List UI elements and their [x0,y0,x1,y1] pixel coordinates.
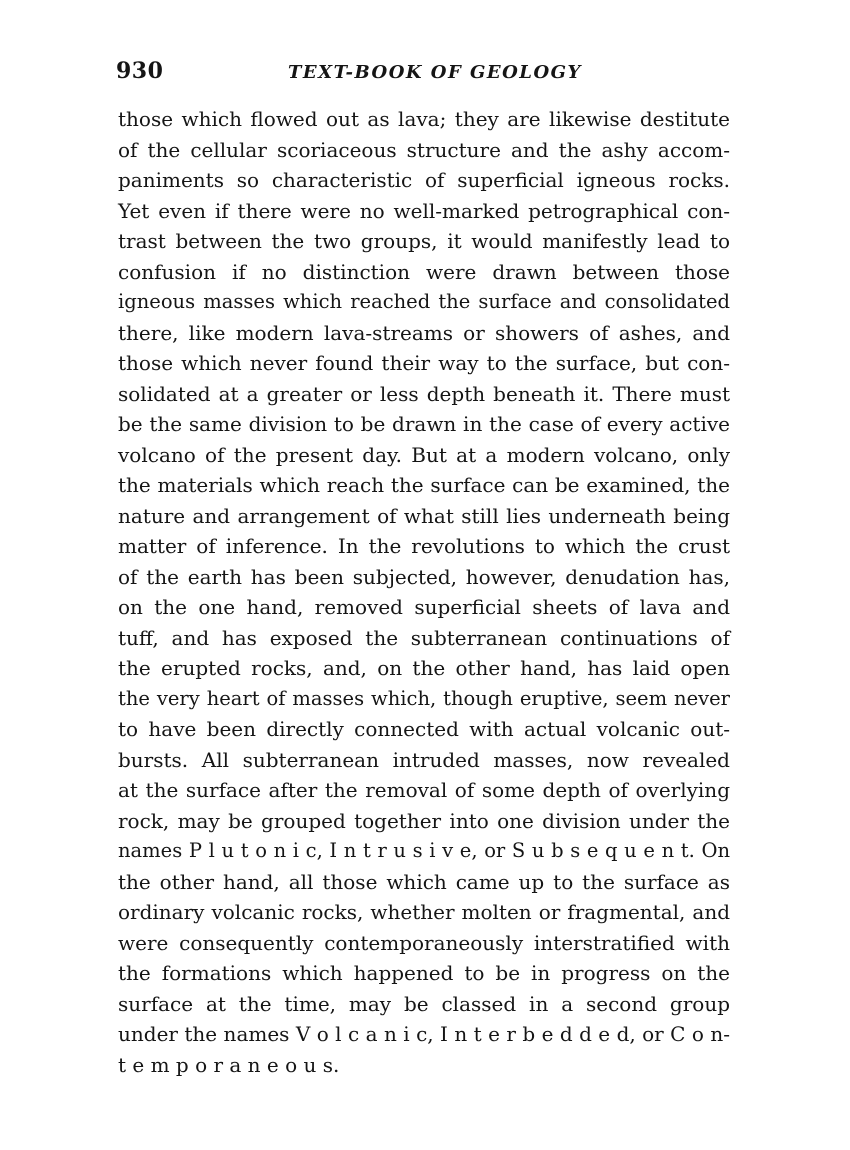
text-line: were consequently contemporaneously interstratified with [118,930,730,955]
text-line: confusion if no distinction were drawn between those [118,259,730,284]
text-line: matter of inference. In the revolutions to which the crust [118,534,730,558]
text-line: the materials which reach the surface can be examined, the [118,473,730,497]
text-line: those which never found their way to the surface, but con- [118,351,730,375]
text-line: bursts. All subterranean intruded masses, now revealed [118,747,730,772]
text-line: at the surface after the removal of some depth of overlying [118,778,730,802]
text-line: Yet even if there were no well-marked petrographical con- [118,198,730,223]
running-title: TEXT-BOOK OF GEOLOGY [288,62,582,83]
text-line: be the same division to be drawn in the case of every active [118,412,730,436]
text-line: paniments so characteristic of superficial igneous rocks. [118,168,730,192]
text-line: the erupted rocks, and, on the other hand, has laid open [118,656,730,680]
text-line: volcano of the present day. But at a modern volcano, only [118,442,730,467]
text-line: there, like modern lava-streams or showers of ashes, and [118,320,730,345]
text-line: the very heart of masses which, though eruptive, seem never [118,686,730,710]
text-line: names P l u t o n i c, I n t r u s i v e, or S u b s e q u e n t. On [118,839,730,862]
page-number: 930 [116,58,164,84]
text-line: ordinary volcanic rocks, whether molten or fragmental, and [118,900,730,924]
text-line: surface at the time, may be classed in a second group [118,991,730,1016]
text-line: the formations which happened to be in progress on the [118,961,730,985]
text-line: t e m p o r a n e o u s. [118,1052,340,1077]
text-line: on the one hand, removed superficial sheets of lava and [118,595,730,619]
body-paragraph [118,104,730,1080]
text-line: under the names V o l c a n i c, I n t e r b e d d e d, or C o n- [118,1022,730,1046]
text-line: igneous masses which reached the surface and consolidated [118,290,730,313]
text-line: solidated at a greater or less depth beneath it. There must [118,381,730,406]
text-line: of the cellular scoriaceous structure and the ashy accom- [118,137,730,162]
text-line: the other hand, all those which came up to the surface as [118,869,730,894]
text-line: to have been directly connected with actual volcanic out- [118,717,730,741]
text-line: rock, may be grouped together into one division under the [118,808,730,833]
text-line: those which flowed out as lava; they are likewise destitute [118,107,730,131]
text-line: trast between the two groups, it would manifestly lead to [118,229,730,253]
text-line: tuff, and has exposed the subterranean continuations of [118,625,730,650]
text-line: nature and arrangement of what still lies underneath being [118,503,730,528]
text-line: of the earth has been subjected, however, denudation has, [118,564,730,589]
